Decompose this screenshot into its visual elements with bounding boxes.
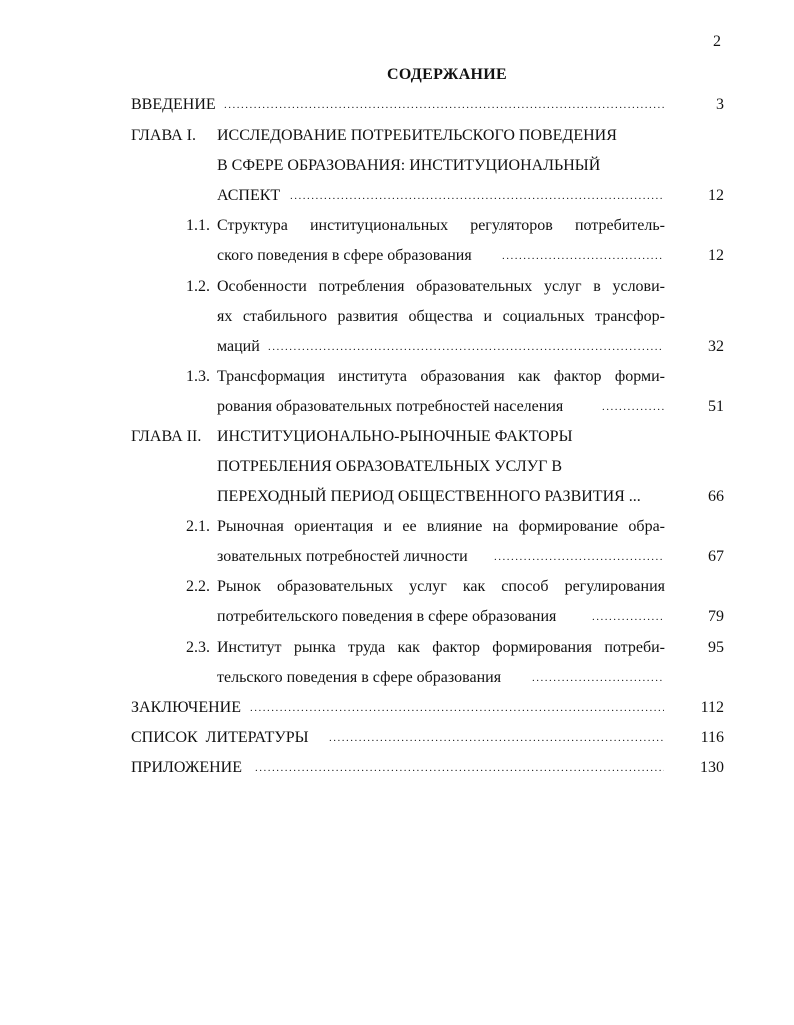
- toc-label: ЗАКЛЮЧЕНИЕ: [131, 699, 241, 716]
- toc-page: 79: [708, 608, 724, 625]
- toc-page: 116: [700, 729, 724, 746]
- toc-page: 67: [708, 548, 724, 565]
- toc-line: Трансформация института образования как фактор форми-: [217, 368, 665, 385]
- toc-page: 51: [708, 398, 724, 415]
- toc-line: тельского поведения в сфере образования: [217, 669, 502, 686]
- dot-leader: [502, 246, 664, 266]
- toc-label: СПИСОК ЛИТЕРАТУРЫ: [131, 729, 309, 746]
- toc-page: 12: [708, 187, 724, 204]
- dot-leader: [532, 668, 664, 688]
- dot-leader: [290, 186, 664, 206]
- chapter-prefix: ГЛАВА II.: [131, 428, 202, 445]
- toc-page: 12: [708, 247, 724, 264]
- toc-line: рования образовательных потребностей населения: [217, 398, 564, 415]
- toc-line: зовательных потребностей личности: [217, 548, 468, 565]
- toc-line: маций: [217, 338, 260, 355]
- section-number: 1.1.: [186, 217, 210, 234]
- section-number: 1.2.: [186, 278, 210, 295]
- toc-line: АСПЕКТ: [217, 187, 281, 204]
- toc-label: ВВЕДЕНИЕ: [131, 96, 216, 113]
- dot-leader: [268, 337, 664, 357]
- section-number: 2.3.: [186, 639, 210, 656]
- toc-page: 130: [700, 759, 724, 776]
- toc-label: ПРИЛОЖЕНИЕ: [131, 759, 243, 776]
- toc-line: Особенности потребления образовательных услуг в услови-: [217, 278, 665, 295]
- toc-page: 95: [708, 639, 724, 656]
- toc-line: В СФЕРЕ ОБРАЗОВАНИЯ: ИНСТИТУЦИОНАЛЬНЫЙ: [217, 157, 601, 174]
- toc-line: потребительского поведения в сфере образования: [217, 608, 557, 625]
- dot-leader: [255, 758, 664, 778]
- dot-leader: [224, 95, 664, 115]
- toc-line: Институт рынка труда как фактор формирования потреби-: [217, 639, 665, 656]
- toc-line: ПОТРЕБЛЕНИЯ ОБРАЗОВАТЕЛЬНЫХ УСЛУГ В: [217, 458, 563, 475]
- section-number: 1.3.: [186, 368, 210, 385]
- toc-page: 66: [708, 488, 724, 505]
- page-title: СОДЕРЖАНИЕ: [386, 66, 508, 83]
- dot-leader: [602, 397, 664, 417]
- dot-leader: [592, 607, 664, 627]
- toc-line: Рынок образовательных услуг как способ регулирования: [217, 578, 665, 595]
- toc-line: ИНСТИТУЦИОНАЛЬНО-РЫНОЧНЫЕ ФАКТОРЫ: [217, 428, 573, 445]
- dot-leader: [329, 728, 664, 748]
- toc-line: Структура институциональных регуляторов потребитель-: [217, 217, 665, 234]
- section-number: 2.2.: [186, 578, 210, 595]
- toc-line: ПЕРЕХОДНЫЙ ПЕРИОД ОБЩЕСТВЕННОГО РАЗВИТИЯ ...: [217, 488, 641, 505]
- toc-line: ского поведения в сфере образования: [217, 247, 472, 264]
- toc-page: 32: [708, 338, 724, 355]
- section-number: 2.1.: [186, 518, 210, 535]
- dot-leader: [494, 547, 664, 567]
- toc-line: Рыночная ориентация и ее влияние на формирование обра-: [217, 518, 665, 535]
- dot-leader: [250, 698, 664, 718]
- chapter-prefix: ГЛАВА I.: [131, 127, 196, 144]
- toc-line: ИССЛЕДОВАНИЕ ПОТРЕБИТЕЛЬСКОГО ПОВЕДЕНИЯ: [217, 127, 617, 144]
- page-number: 2: [713, 33, 721, 50]
- toc-page: 112: [700, 699, 724, 716]
- toc-line: ях стабильного развития общества и социальных трансфор-: [217, 308, 665, 325]
- toc-page: 3: [716, 96, 724, 113]
